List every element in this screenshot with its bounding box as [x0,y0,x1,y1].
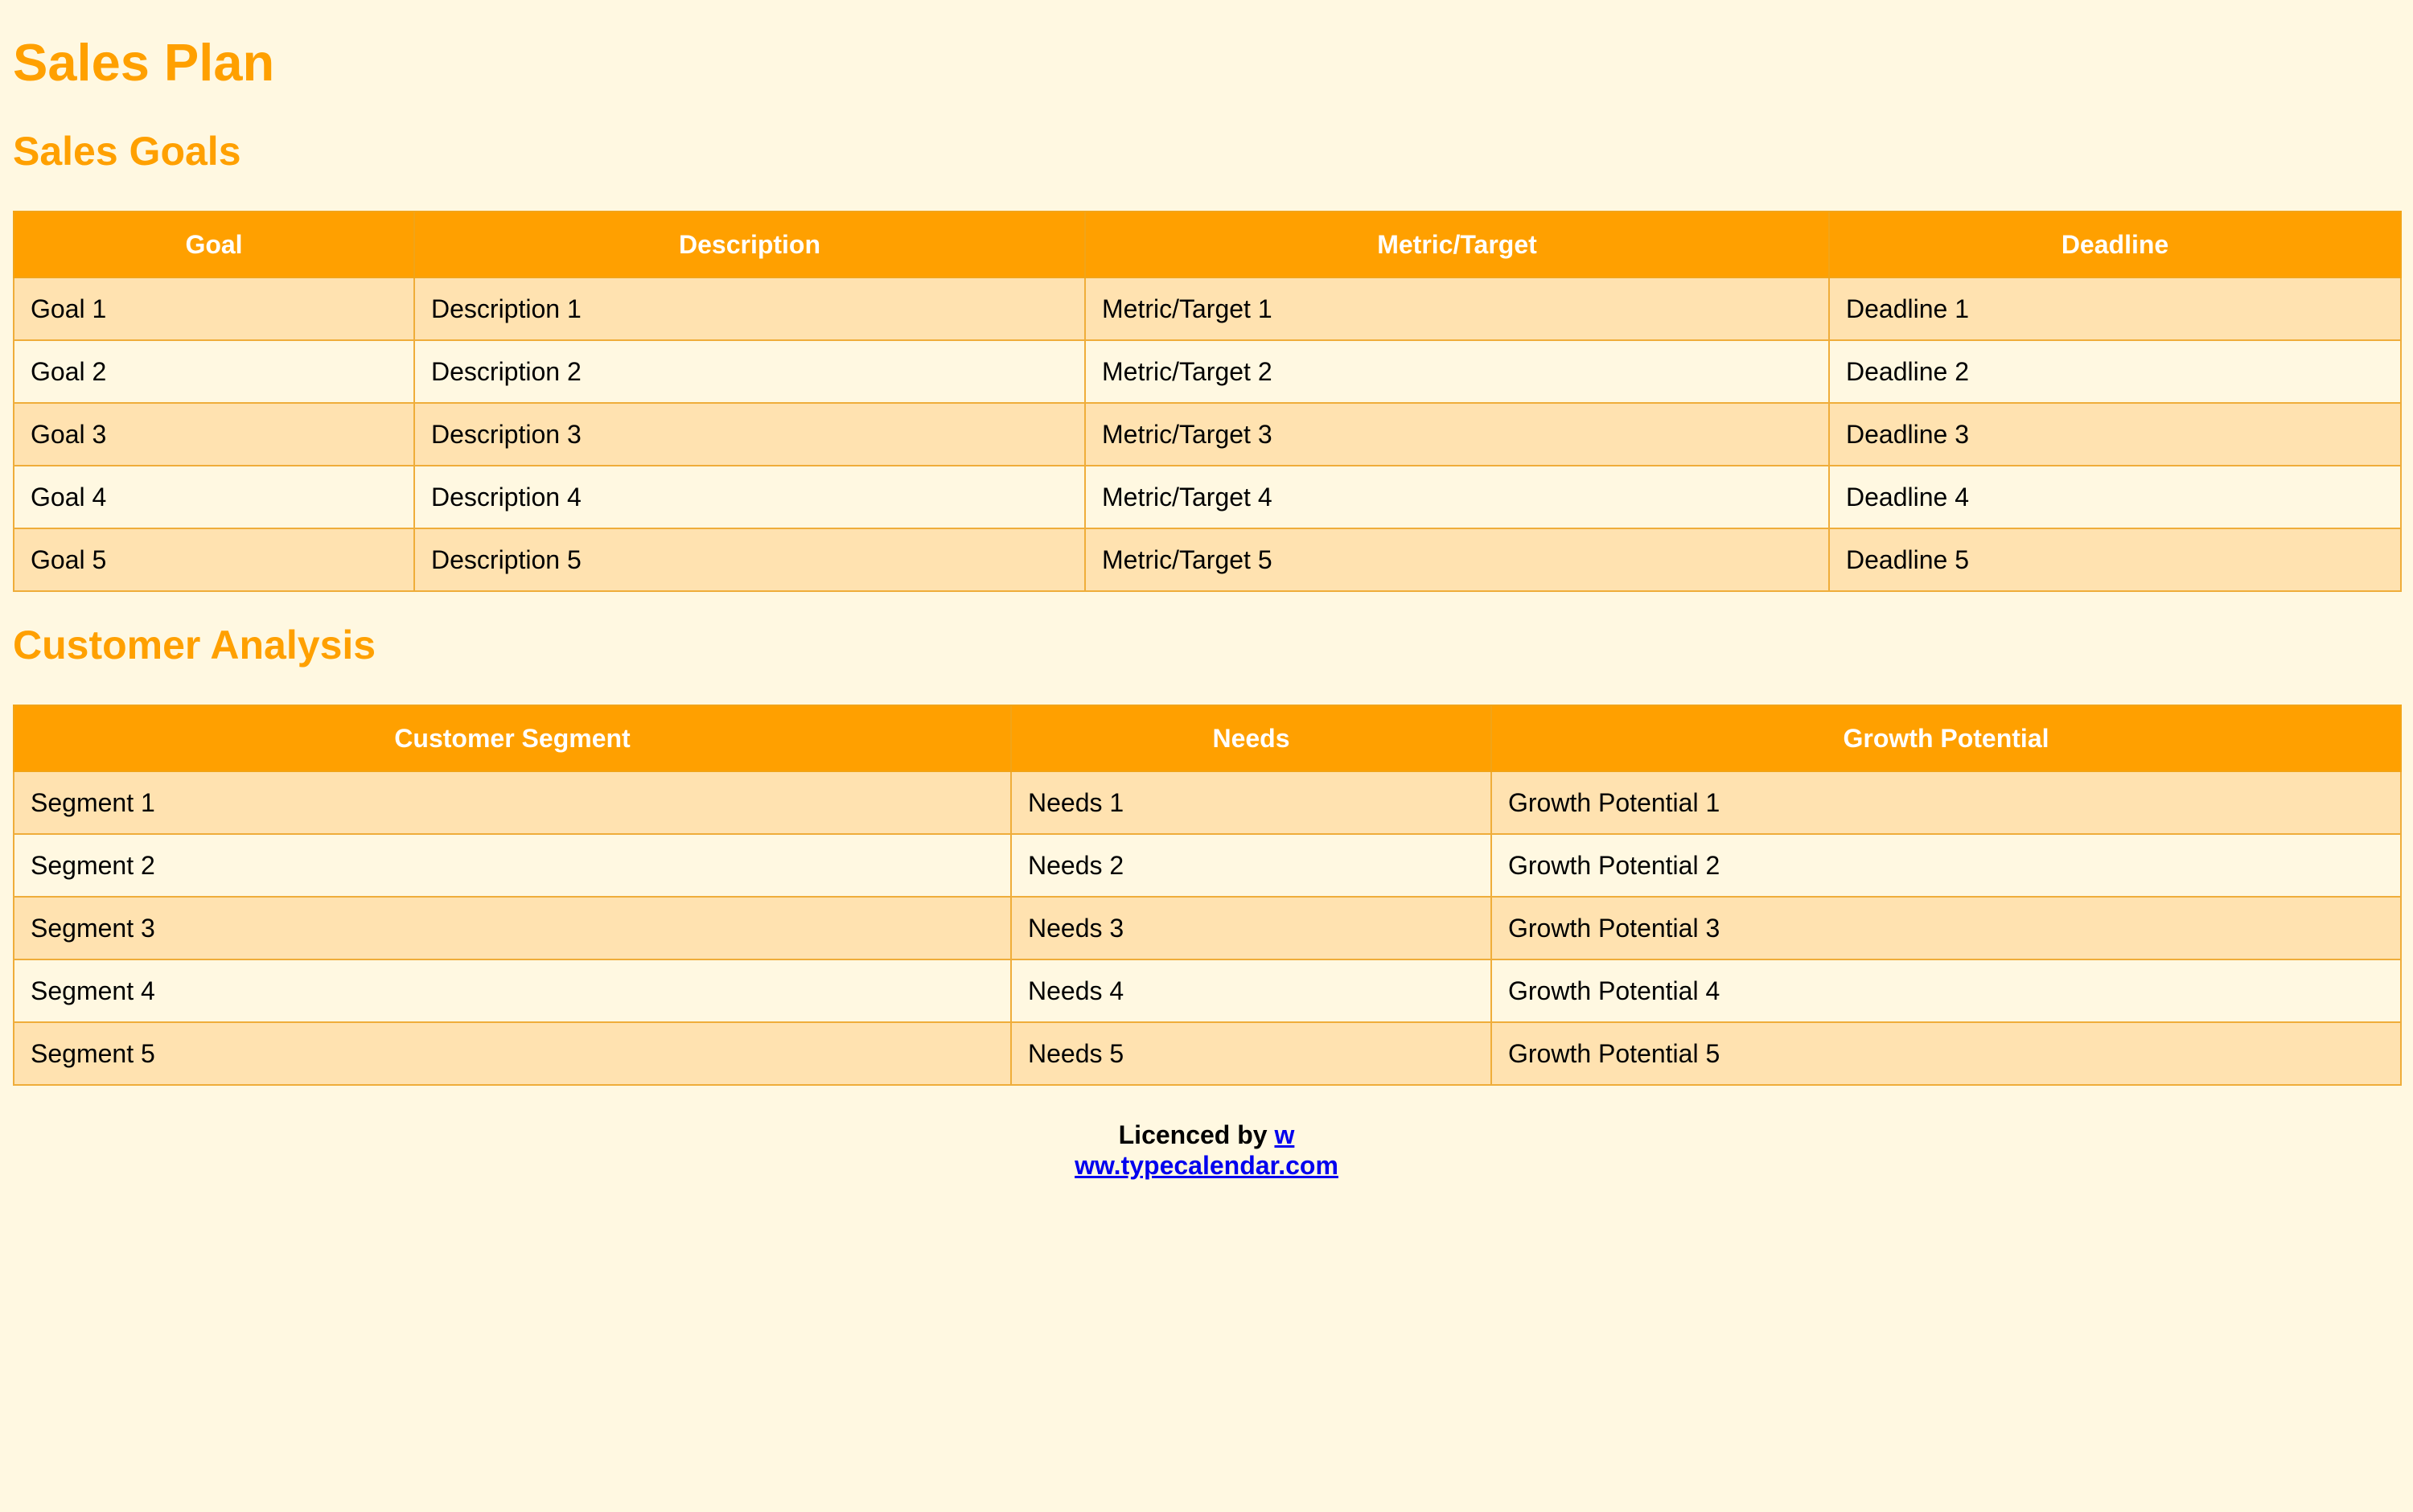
table-row [14,340,2401,403]
column-header-needs: Needs [1011,705,1491,771]
table-cell: Segment 2 [14,834,1011,897]
customer-analysis-table [13,705,2402,1086]
licence-link-start[interactable]: w [1274,1120,1295,1149]
table-cell: Growth Potential 1 [1491,771,2401,834]
column-header-metric-target: Metric/Target [1085,212,1829,277]
table-cell: Segment 4 [14,959,1011,1022]
table-cell: Growth Potential 3 [1491,897,2401,959]
table-header-row [14,705,2401,771]
table-cell: Description 2 [414,340,1085,403]
table-row [14,1022,2401,1085]
licence-link[interactable]: ww.typecalendar.com [1075,1151,1338,1180]
column-header-deadline: Deadline [1829,212,2401,277]
table-cell: Deadline 2 [1829,340,2401,403]
table-cell: Growth Potential 2 [1491,834,2401,897]
table-cell: Needs 1 [1011,771,1491,834]
table-cell: Goal 4 [14,466,414,528]
licence-prefix: Licenced by [1118,1120,1275,1149]
table-cell: Needs 5 [1011,1022,1491,1085]
table-cell: Description 5 [414,528,1085,591]
table-row [14,277,2401,340]
column-header-customer-segment: Customer Segment [14,705,1011,771]
table-row [14,466,2401,528]
table-cell: Deadline 5 [1829,528,2401,591]
table-cell: Goal 1 [14,277,414,340]
table-cell: Metric/Target 1 [1085,277,1829,340]
table-cell: Description 1 [414,277,1085,340]
table-cell: Metric/Target 5 [1085,528,1829,591]
column-header-goal: Goal [14,212,414,277]
table-cell: Segment 3 [14,897,1011,959]
sales-goals-heading: Sales Goals [13,129,241,174]
licence-footer [13,1120,2400,1181]
table-cell: Metric/Target 4 [1085,466,1829,528]
table-cell: Segment 5 [14,1022,1011,1085]
customer-analysis-heading: Customer Analysis [13,622,376,668]
table-cell: Goal 5 [14,528,414,591]
table-cell: Metric/Target 3 [1085,403,1829,466]
table-cell: Metric/Target 2 [1085,340,1829,403]
table-cell: Deadline 3 [1829,403,2401,466]
table-header-row [14,212,2401,277]
table-row [14,959,2401,1022]
table-cell: Needs 4 [1011,959,1491,1022]
table-cell: Growth Potential 5 [1491,1022,2401,1085]
table-cell: Deadline 1 [1829,277,2401,340]
table-cell: Needs 3 [1011,897,1491,959]
page-title: Sales Plan [13,33,275,92]
table-cell: Goal 3 [14,403,414,466]
table-row [14,771,2401,834]
table-row [14,403,2401,466]
table-row [14,897,2401,959]
table-cell: Description 4 [414,466,1085,528]
sales-goals-table [13,211,2402,592]
column-header-description: Description [414,212,1085,277]
table-cell: Segment 1 [14,771,1011,834]
table-cell: Goal 2 [14,340,414,403]
table-cell: Needs 2 [1011,834,1491,897]
column-header-growth-potential: Growth Potential [1491,705,2401,771]
table-row [14,528,2401,591]
table-cell: Growth Potential 4 [1491,959,2401,1022]
table-cell: Description 3 [414,403,1085,466]
table-cell: Deadline 4 [1829,466,2401,528]
table-row [14,834,2401,897]
